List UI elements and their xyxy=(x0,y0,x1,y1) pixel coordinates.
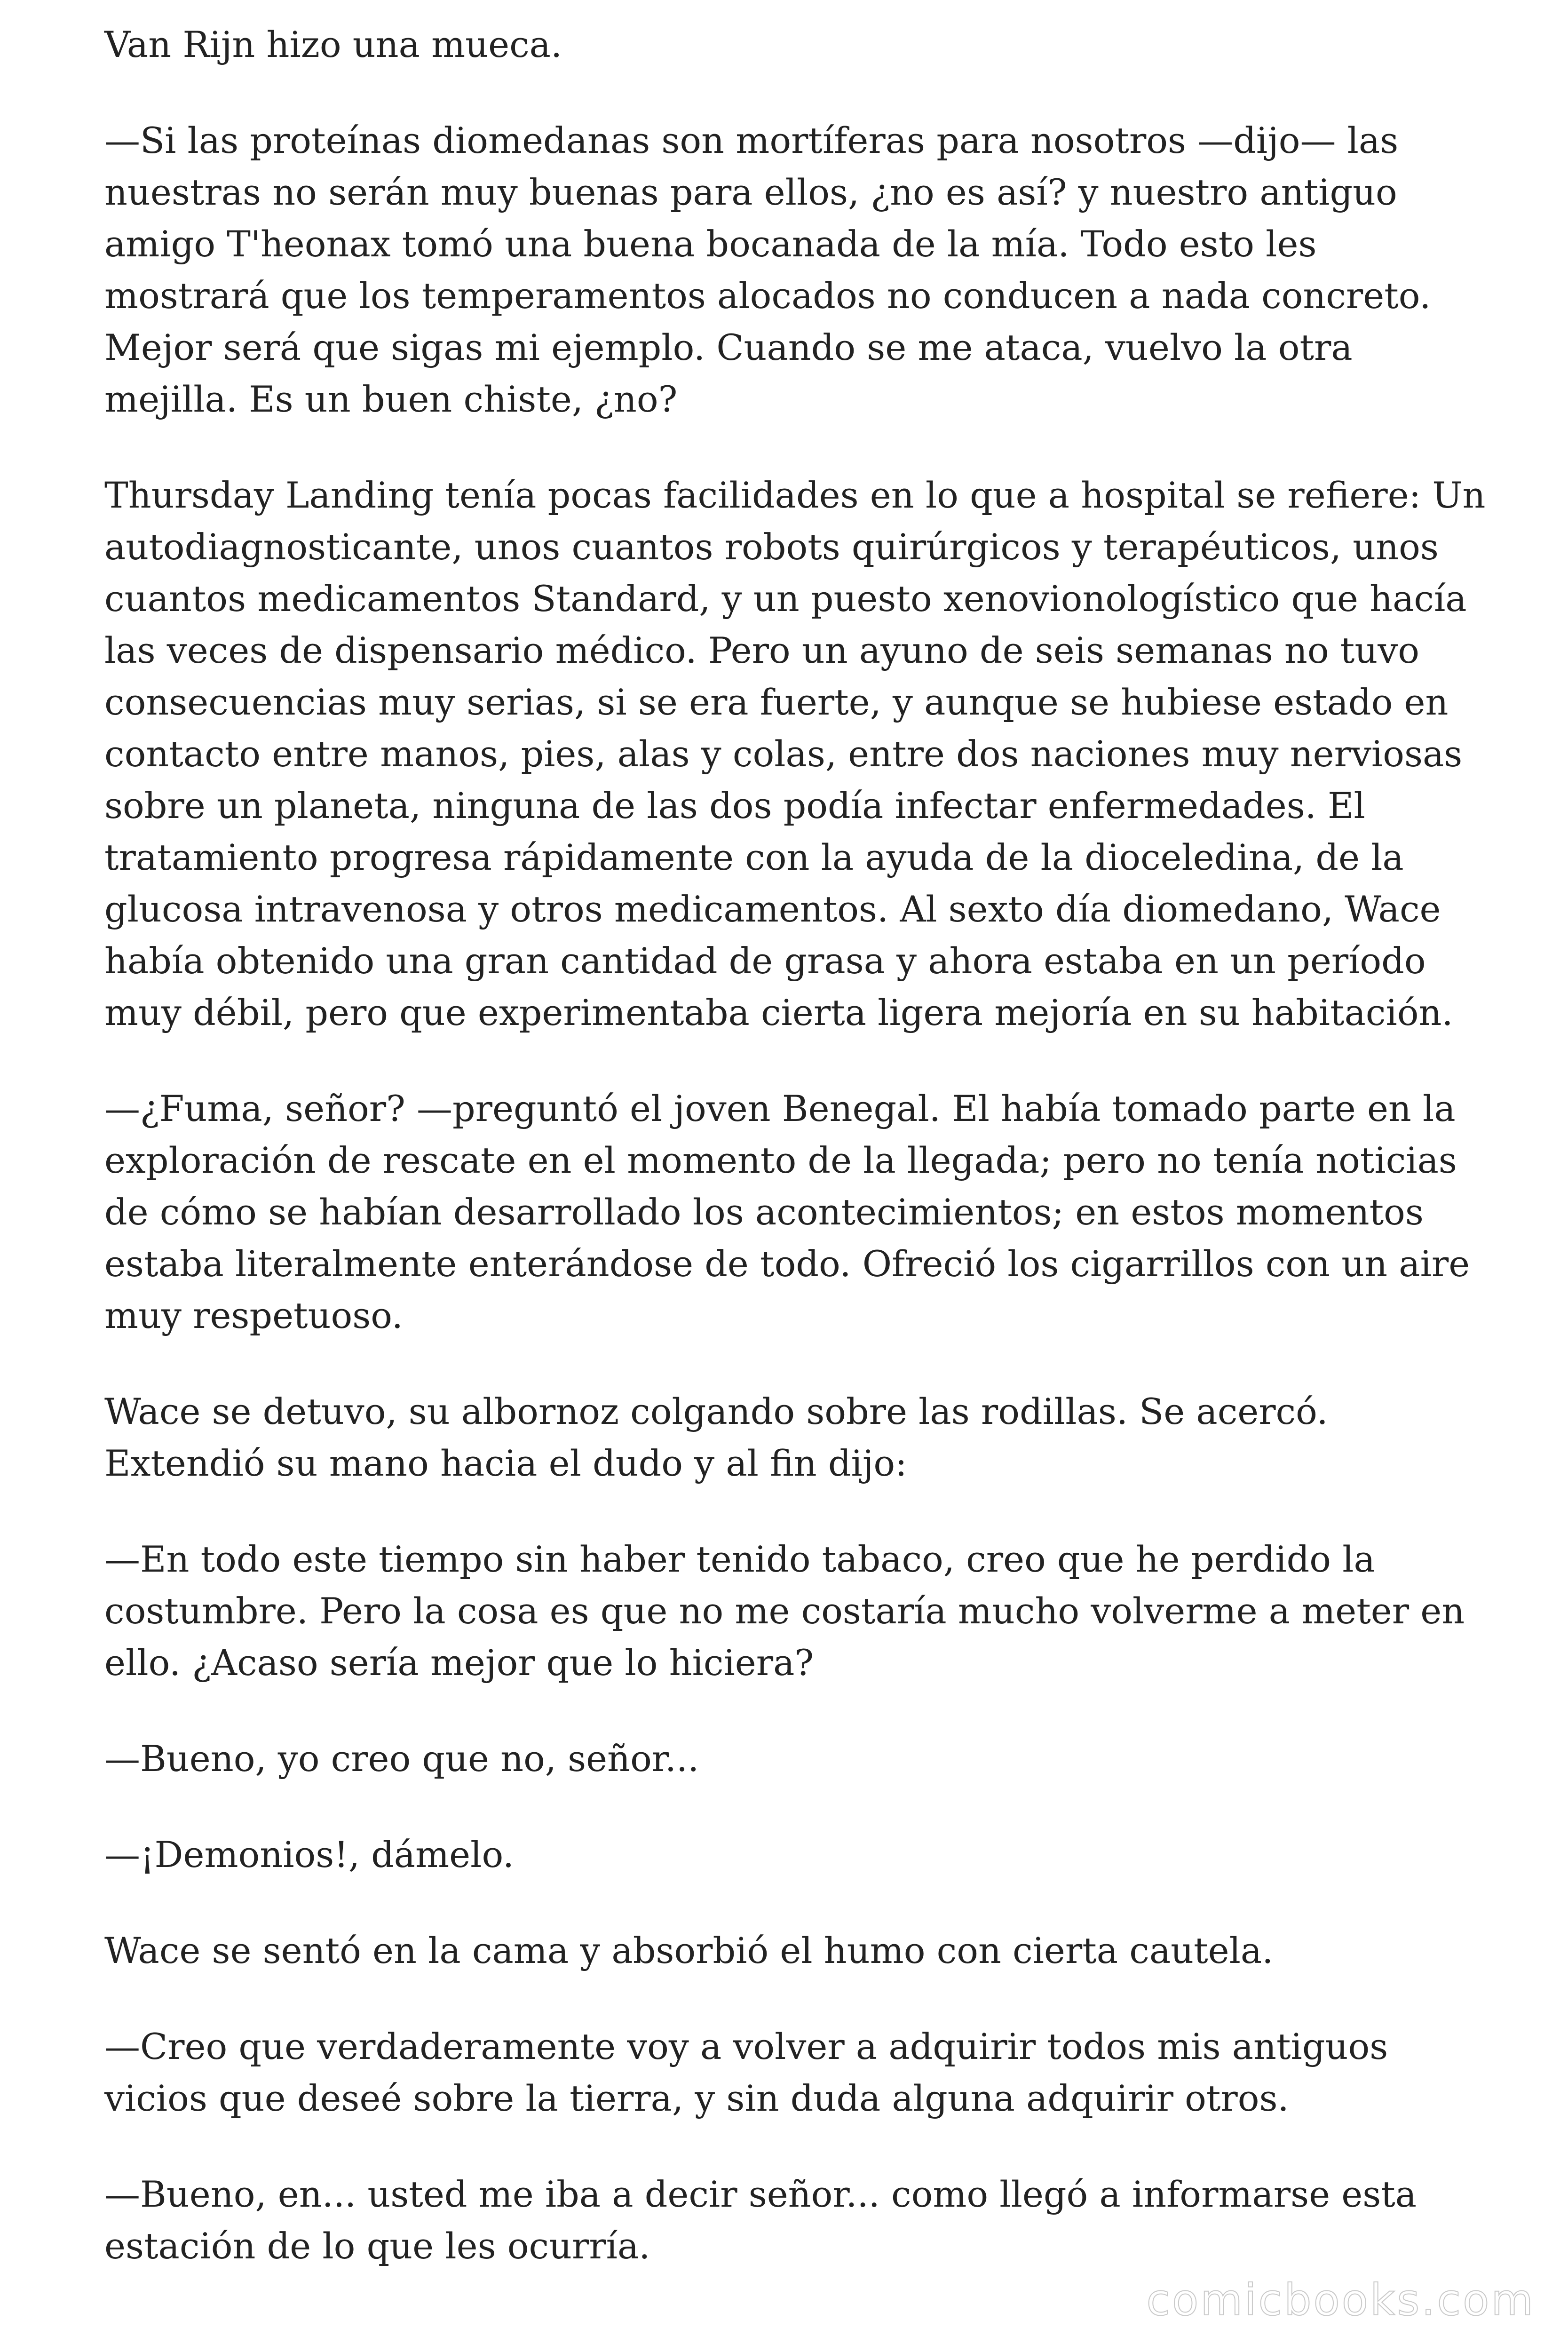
paragraph: —¡Demonios!, dámelo. xyxy=(104,1834,515,1875)
paragraph: —Bueno, yo creo que no, señor... xyxy=(104,1738,699,1780)
paragraph: Wace se sentó en la cama y absorbió el humo con cierta cautela. xyxy=(104,1930,1274,1971)
site-watermark: comicbooks.com xyxy=(1146,2275,1535,2325)
paragraph: —¿Fuma, señor? —preguntó el joven Benegal. El había tomado parte en la exploración de rescate en el momento de la llegada; pero no tenía noticias de cómo se habían desarrollado los acontecimientos; en estos momentos estaba literalmente enterándose de todo. Ofreció los cigarrillos con un aire muy respetuoso. xyxy=(104,1088,1470,1336)
paragraph: —En todo este tiempo sin haber tenido tabaco, creo que he perdido la costumbre. Pero la cosa es que no me costaría mucho volverme a meter en ello. ¿Acaso sería mejor que lo hiciera? xyxy=(104,1538,1465,1684)
paragraph: —Si las proteínas diomedanas son mortíferas para nosotros —dijo— las nuestras no serán muy buenas para ellos, ¿no es así? y nuestro antiguo amigo T'heonax tomó una buena bocanada de la mía. Todo esto les mostrará que los temperamentos alocados no conducen a nada concreto. Mejor será que sigas mi ejemplo. Cuando se me ataca, vuelvo la otra mejilla. Es un buen chiste, ¿no? xyxy=(104,119,1431,420)
paragraph: —Creo que verdaderamente voy a volver a adquirir todos mis antiguos vicios que deseé sobre la tierra, y sin duda alguna adquirir otros. xyxy=(104,2026,1388,2119)
paragraph: Thursday Landing tenía pocas facilidades en lo que a hospital se refiere: Un autodiagnosticante, unos cuantos robots quirúrgicos y terapéuticos, unos cuantos medicamentos Standard, y un puesto xenovionologístico que hacía las veces de dispensario médico. Pero un ayuno de seis semanas no tuvo consecuencias muy serias, si se era fuerte, y aunque se hubiese estado en contacto entre manos, pies, alas y colas, entre dos naciones muy nerviosas sobre un planeta, ninguna de las dos podía infectar enfermedades. El tratamiento progresa rápidamente con la ayuda de la dioceledina, de la glucosa intravenosa y otros medicamentos. Al sexto día diomedano, Wace había obtenido una gran cantidad de grasa y ahora estaba en un período muy débil, pero que experimentaba cierta ligera mejoría en su habitación. xyxy=(104,474,1486,1033)
paragraph: —Bueno, en... usted me iba a decir señor... como llegó a informarse esta estación de lo que les ocurría. xyxy=(104,2173,1417,2267)
text-column xyxy=(104,19,1487,2272)
paragraph: Wace se detuvo, su albornoz colgando sobre las rodillas. Se acercó. Extendió su mano hacia el dudo y al fin dijo: xyxy=(104,1391,1328,1484)
paragraph: Van Rijn hizo una mueca. xyxy=(104,24,562,65)
